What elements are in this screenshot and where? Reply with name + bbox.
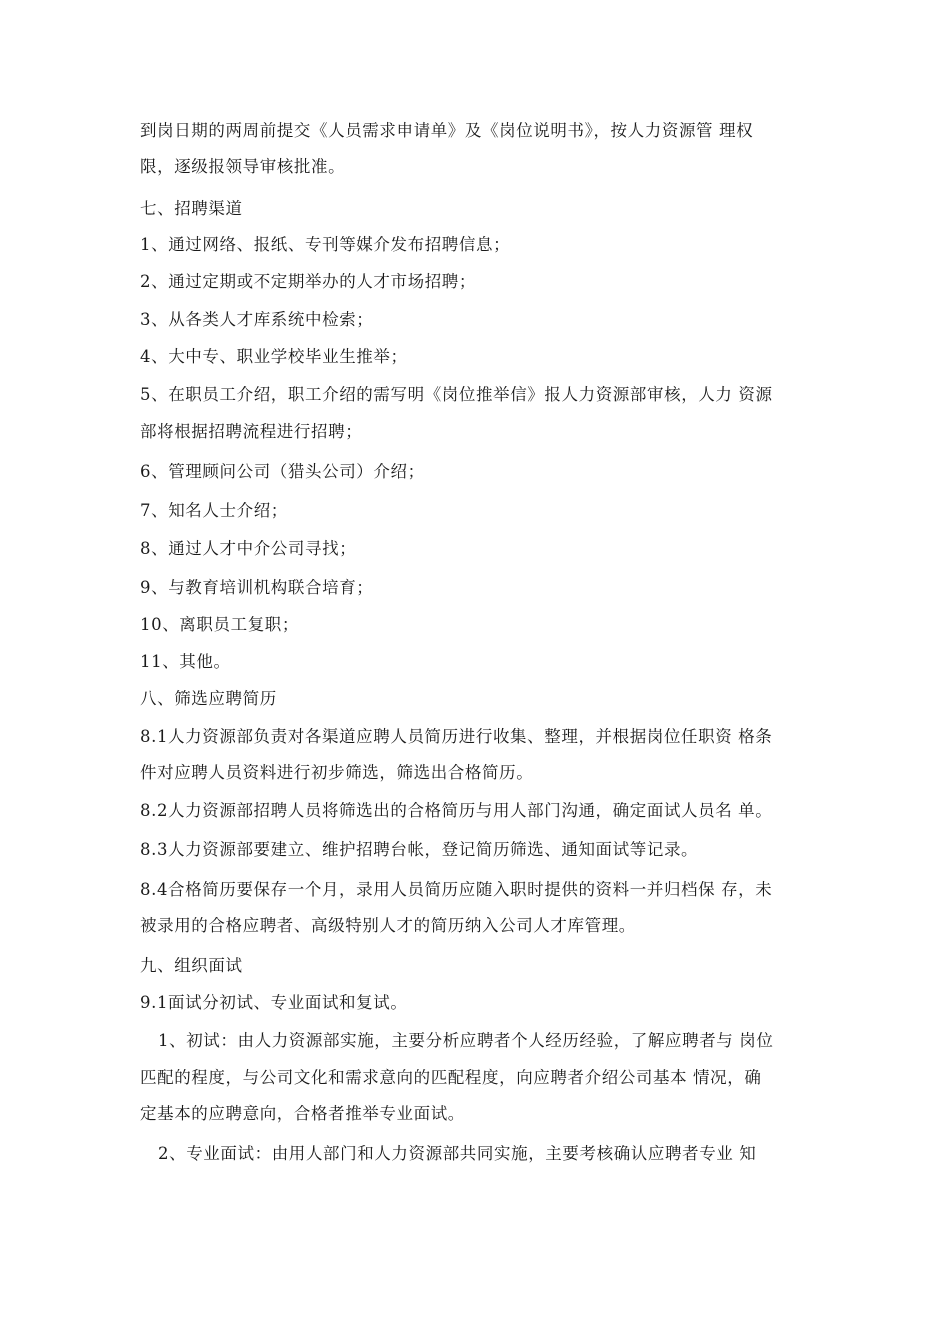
section-heading: 七、招聘渠道 <box>140 199 243 218</box>
text-line: 匹配的程度，与公司文化和需求意向的匹配程度，向应聘者介绍公司基本 情况，确 <box>140 1068 762 1087</box>
list-item: 4、大中专、职业学校毕业生推举； <box>140 347 408 366</box>
list-item: 9、与教育培训机构联合培育； <box>140 578 374 597</box>
list-item: 3、从各类人才库系统中检索； <box>140 310 374 329</box>
list-item: 6、管理顾问公司（猎头公司）介绍； <box>140 462 425 481</box>
list-item: 11、其他。 <box>140 652 231 671</box>
list-item: 2、通过定期或不定期举办的人才市场招聘； <box>140 272 476 291</box>
list-item: 1、通过网络、报纸、专刊等媒介发布招聘信息； <box>140 235 511 254</box>
list-item: 5、在职员工介绍，职工介绍的需写明《岗位推举信》报人力资源部审核，人力 资源 <box>140 385 773 404</box>
text-line: 8.1人力资源部负责对各渠道应聘人员简历进行收集、整理，并根据岗位任职资 格条 <box>140 727 773 746</box>
text-line: 2、专业面试：由用人部门和人力资源部共同实施，主要考核确认应聘者专业 知 <box>158 1144 757 1163</box>
section-heading: 八、筛选应聘简历 <box>140 689 277 708</box>
text-line: 9.1面试分初试、专业面试和复试。 <box>140 993 408 1012</box>
text-line: 限，逐级报领导审核批准。 <box>140 157 346 176</box>
section-heading: 九、组织面试 <box>140 956 243 975</box>
text-line: 件对应聘人员资料进行初步筛选，筛选出合格简历。 <box>140 763 534 782</box>
text-line: 8.3人力资源部要建立、维护招聘台帐，登记简历筛选、通知面试等记录。 <box>140 840 699 859</box>
text-line: 到岗日期的两周前提交《人员需求申请单》及《岗位说明书》，按人力资源管 理权 <box>140 121 754 140</box>
list-item: 10、离职员工复职； <box>140 615 299 634</box>
text-line: 1、初试：由人力资源部实施，主要分析应聘者个人经历经验，了解应聘者与 岗位 <box>158 1031 774 1050</box>
list-item: 8、通过人才中介公司寻找； <box>140 539 357 558</box>
list-item-continued: 部将根据招聘流程进行招聘； <box>140 422 363 441</box>
list-item: 7、知名人士介绍； <box>140 501 288 520</box>
text-line: 8.4合格简历要保存一个月，录用人员简历应随入职时提供的资料一并归档保 存，未 <box>140 880 773 899</box>
text-line: 8.2人力资源部招聘人员将筛选出的合格简历与用人部门沟通，确定面试人员名 单。 <box>140 801 773 820</box>
text-line: 被录用的合格应聘者、高级特别人才的简历纳入公司人才库管理。 <box>140 916 636 935</box>
text-line: 定基本的应聘意向，合格者推举专业面试。 <box>140 1104 465 1123</box>
